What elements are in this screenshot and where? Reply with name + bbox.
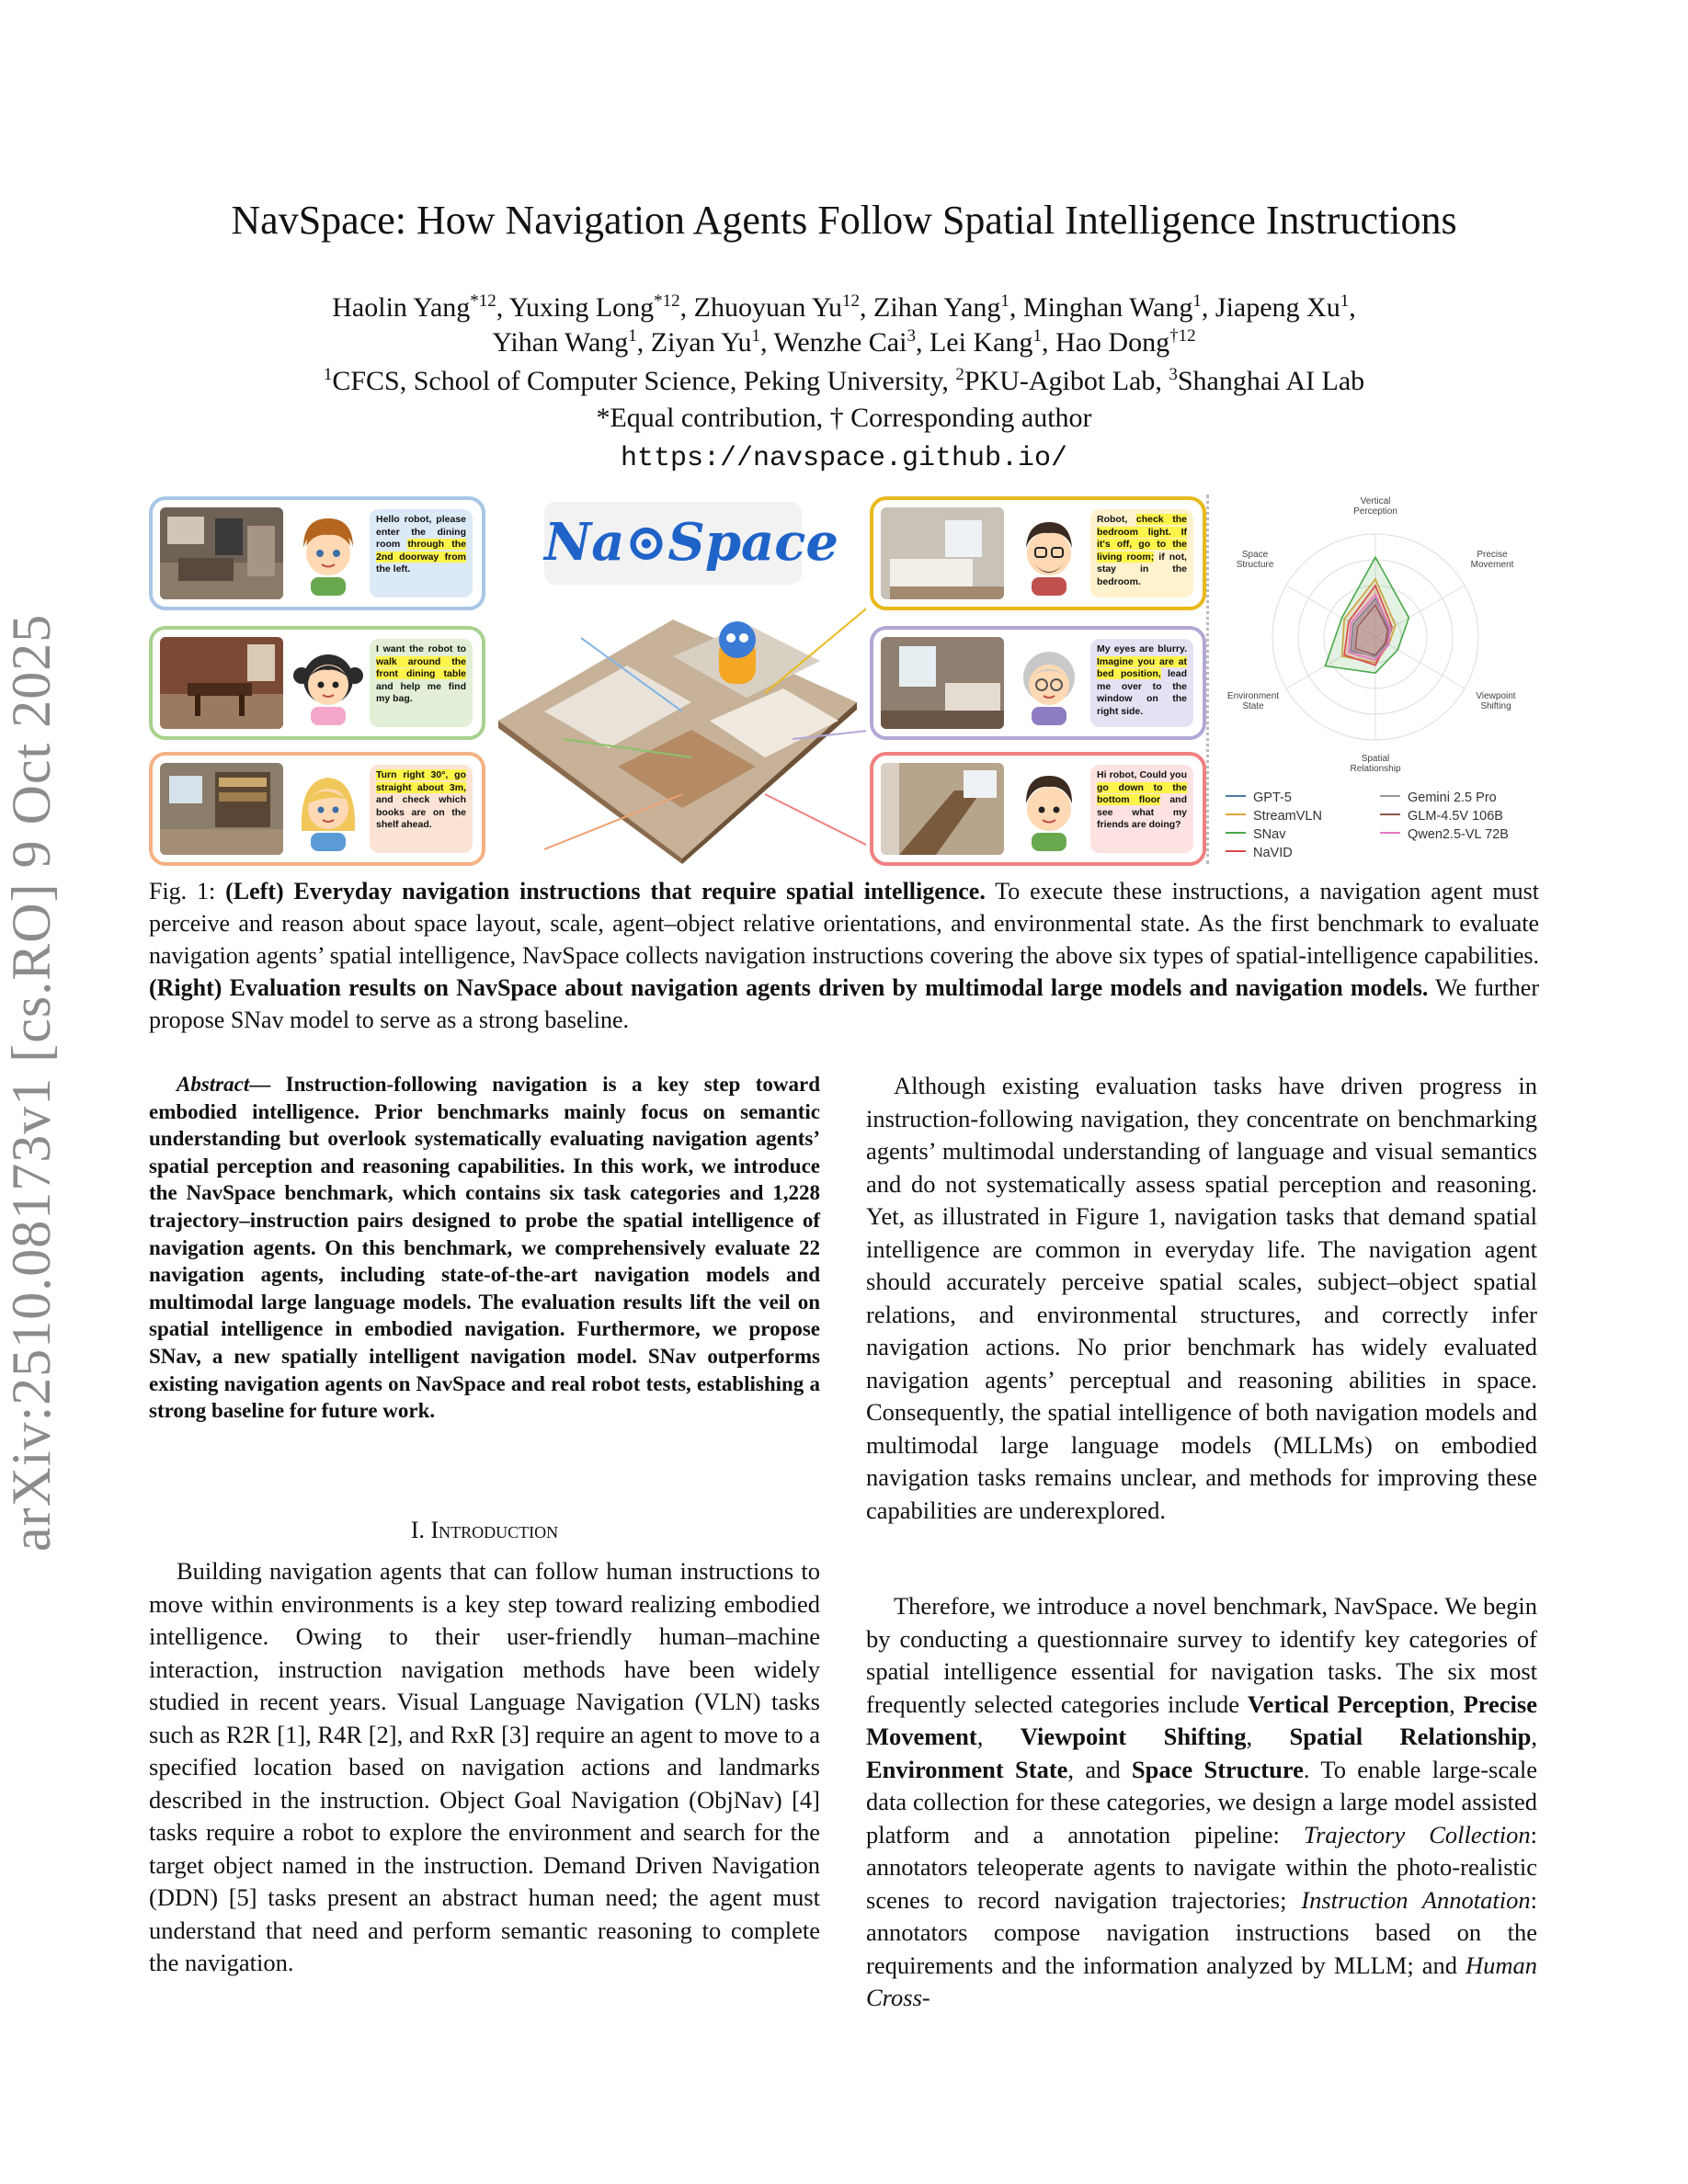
paragraph-text: Although existing evaluation tasks have driven progress in instruction-following navigation, they concentrate on benchmarking agents’ multimodal understanding of language and visual semantics and do not systematically assess spatial perception and reasoning. Yet, as illustrated in Figure 1, navigation tasks that demand spatial intelligence are common in everyday life. The navigation agent should accurately perceive spatial scales, subject–object spatial relations, and environmental structures, and correctly infer navigation actions. No prior benchmark has widely evaluated navigation agents’ perceptual and reasoning abilities in space. Consequently, the spatial intelligence of both navigation models and multimodal large language models (MLLMs) on embodied navigation tasks remains unclear, and methods for improving these capabilities are underexplored. [866,1072,1537,1524]
author-sup: 1 [751,326,760,346]
abstract-text: Instruction-following navigation is a key step toward embodied intelligence. Prior benchmarks mainly focus on semantic understanding but overlook systematically evaluating navigation agents’ spatial perception and reasoning capabilities. In this work, we introduce the NavSpace benchmark, which contains six task categories and 1,228 trajectory–instruction pairs designed to probe the spatial intelligence of navigation agents. On this benchmark, we comprehensively evaluate 22 navigation agents, including state-of-the-art navigation models and multimodal large language models. The evaluation results lift the veil on spatial intelligence in embodied navigation. Furthermore, we propose SNav, a new spatially intelligent navigation model. SNav outperforms existing navigation agents on NavSpace and real robot tests, establishing a strong baseline for future work. [149,1073,820,1423]
author-line-2: Yihan Wang$^1$, Ziyan Yu$^1$, Wenzhe Cai$^3$, Lei Kang$^1$, Hao Dong$^{\dagger 12}$ [492,326,1196,358]
dining-room-photo [160,637,283,729]
instruction-bubble: Turn right 30°, go straight about 3m, and check which books are on the shelf ahead. [370,765,473,853]
intro-paragraph-1 [149,1555,820,1980]
axis-label-vertical-perception: Vertical Perception [1353,496,1397,517]
caption-text: We further propose SNav model to serve as a strong baseline. [149,974,1539,1033]
author: Zhuoyuan Yu [693,292,843,323]
caption-label: Fig. 1: [149,878,226,904]
author-sup: 3 [907,326,916,346]
axis-label-environment-state: Environment State [1226,691,1280,711]
author: Wenzhe Cai [773,327,907,358]
affiliation: PKU-Agibot Lab, [964,366,1169,396]
young-man-avatar-icon [1011,767,1087,851]
author: Haolin Yang [332,292,471,323]
legend-item: Gemini 2.5 Pro [1380,789,1497,807]
caption-bold: (Left) Everyday navigation instructions that require spatial intelligence. [225,878,986,904]
author-sup: 12 [842,291,861,311]
category-term: Viewpoint Shifting [1020,1723,1247,1750]
radar-chart-panel [1206,495,1542,864]
paper-title: NavSpace: How Navigation Agents Follow Spatial Intelligence Instructions [231,198,1457,243]
author: Jiapeng Xu [1215,292,1340,323]
abstract-dash: — [249,1073,271,1096]
paragraph-text: . To enable large-scale data collection for these categories, we design a large model assisted platform and a annotation pipeline: [866,1755,1537,1848]
instruction-panel-3 [149,752,485,866]
instruction-bubble: Hi robot, Could you go down to the bottom floor and see what my friends are doing? [1090,765,1193,853]
legend-swatch [1226,813,1246,815]
contribution-note: *Equal contribution, † Corresponding author [596,403,1092,433]
woman-avatar-icon [291,767,366,851]
affiliations [0,364,1688,399]
legend-item: GPT-5 [1226,789,1292,807]
legend-item: Qwen2.5-VL 72B [1380,825,1509,844]
project-url[interactable]: https://navspace.github.io/ [620,443,1068,474]
author: Hao Dong [1055,327,1170,358]
axis-label-precise-movement: Precise Movement [1470,550,1514,570]
instruction-bubble: Hello robot, please enter the dining room through the 2nd doorway from the left. [370,509,473,597]
section-number: I. [410,1517,431,1543]
grandma-avatar-icon [1011,641,1087,725]
radar-chart [1209,495,1542,781]
instruction-panel-2 [149,626,485,740]
affil-sup: 1 [323,365,333,384]
category-term: Environment State [866,1755,1068,1783]
instruction-panel-5 [870,626,1206,740]
author: Ziyan Yu [650,327,752,358]
legend-swatch [1226,832,1246,834]
axis-label-spatial-relationship: Spatial Relationship [1350,754,1401,774]
intro-paragraph-2 [866,1070,1537,1527]
section-heading [149,1515,820,1546]
affiliation: CFCS, School of Computer Science, Peking University, [332,366,956,396]
category-term: Precise Movement [866,1689,1537,1750]
legend-item: GLM-4.5V 106B [1380,807,1503,825]
legend-item: NaVID [1226,844,1293,862]
author-sup: 1 [628,326,637,346]
bedroom-photo [881,507,1004,599]
author-sup: 1 [1032,326,1042,346]
author: Minghan Wang [1022,292,1193,323]
axis-label-viewpoint-shifting: Viewpoint Shifting [1476,691,1516,711]
figure-1 [149,495,1539,864]
instruction-bubble: I want the robot to walk around the front dining table and help me find my bag. [370,639,473,727]
instruction-bubble: Robot, check the bedroom light. If it's off, go to the living room; if not, stay in the bedroom. [1090,509,1193,597]
3d-house-illustration [489,583,866,864]
affiliation: Shanghai AI Lab [1177,366,1365,396]
girl-avatar-icon [291,641,366,725]
staircase-photo [881,763,1004,855]
pipeline-term: Instruction Annotation [1301,1885,1531,1914]
section-title: Introduction [430,1517,559,1543]
legend-swatch [1226,795,1246,797]
living-room-photo [160,507,283,599]
author: Zihan Yang [873,292,1001,323]
abstract-label: Abstract [177,1073,250,1096]
man-avatar-icon [1011,511,1087,596]
legend-swatch [1380,813,1400,815]
boy-avatar-icon [291,511,366,596]
paragraph-text: Building navigation agents that can follow human instructions to move within environments is a key step toward realizing embodied intelligence. Owing to their user-friendly human–machine interaction, instruction navigation methods have been widely studied in recent years. Visual Language Navigation (VLN) tasks such as R2R [1], R4R [2], and RxR [3] require an agent to move to a specified location based on navigation actions and landmarks described in the instruction. Object Goal Navigation (ObjNav) [4] tasks require a robot to explore the environment and search for the target object named in the instruction. Demand Driven Navigation (DDN) [5] tasks present an abstract human need; the agent must understand that need and perform semantic reasoning to complete the navigation. [149,1557,820,1976]
caption-bold: (Right) Evaluation results on NavSpace about navigation agents driven by multimodal large models and navigation models. [149,974,1429,1001]
author-line-1: Haolin Yang$^{*12}$, Yuxing Long$^{*12}$, Zhuoyuan Yu$^{12}$, Zihan Yang$^1$, Minghan Wang$^1$, Jiapeng Xu$^1$, [332,291,1356,323]
bedroom-window-photo [881,637,1004,729]
paragraph-text: : annotators teleoperate agents to navigate within the photo-realistic scenes to record navigation trajectories; [866,1820,1538,1914]
figure-caption [149,875,1539,1036]
category-term: Spatial Relationship [1289,1723,1532,1750]
axis-label-space-structure: Space Structure [1236,550,1274,570]
affil-sup: 3 [1169,365,1178,384]
pipeline-term: Trajectory Collection [1303,1820,1531,1848]
paragraph-text: : annotators compose navigation instructions based on the requirements and the information analyzed by MLLM; and [866,1885,1537,1979]
instruction-panel-4 [870,496,1206,610]
arxiv-stamp: arXiv:2510.08173v1 [cs.RO] 9 Oct 2025 [1,613,62,1552]
legend-item: StreamVLN [1226,807,1322,825]
author-sup: 1 [1000,291,1009,311]
category-term: Space Structure [1131,1755,1304,1783]
author-sup: 1 [1192,291,1202,311]
instruction-panel-6 [870,752,1206,866]
author: Lei Kang [929,327,1033,358]
legend-swatch [1226,850,1246,852]
abstract [149,1071,820,1425]
instruction-bubble: My eyes are blurry. Imagine you are at bed position, lead me over to the window on the right side. [1090,639,1193,727]
legend-swatch [1380,795,1400,797]
bookshelf-room-photo [160,763,283,855]
instruction-panel-1 [149,496,485,610]
author-sup: *12 [654,291,680,311]
author-sup: †12 [1169,326,1196,346]
category-term: Vertical Perception [1247,1689,1450,1718]
navspace-logo: Na⊙Space [544,502,802,585]
pipeline-term: Human Cross- [866,1951,1537,2011]
legend-item: SNav [1226,825,1285,844]
affil-sup: 2 [955,365,964,384]
author-sup: 1 [1340,291,1350,311]
caption-text: To execute these instructions, a navigation agent must perceive and reason about space layout, scale, agent–object relative orientations, and environmental state. As the first benchmark to evaluate navigation agents’ spatial intelligence, NavSpace collects navigation instructions covering the above six types of spatial-intelligence capabilities. [149,878,1539,969]
paragraph-text: Therefore, we introduce a novel benchmark, NavSpace. We begin by conducting a questionnaire survey to identify key categories of spatial intelligence essential for navigation tasks. The six most frequently selected categories include [866,1592,1537,1718]
author: Yihan Wang [492,327,629,358]
author-sup: *12 [470,291,496,311]
author: Yuxing Long [508,292,655,323]
intro-paragraph-3: Therefore, we introduce a novel benchmark, NavSpace. We begin by conducting a questionnaire survey to identify key categories of spatial intelligence essential for navigation tasks. The six most frequently selected categories include Vertical Perception, Precise Movement, Viewpoint Shifting, Spatial Relationship, Environment State, and Space Structure. To enable large-scale data collection for these categories, we design a large model assisted platform and a annotation pipeline: Trajectory Collection: annotators teleoperate agents to navigate within the photo-realistic scenes to record navigation trajectories; Instruction Annotation: annotators compose navigation instructions based on the requirements and the information analyzed by MLLM; and Human Cross- [866,1592,1538,2011]
legend-swatch [1380,832,1400,834]
